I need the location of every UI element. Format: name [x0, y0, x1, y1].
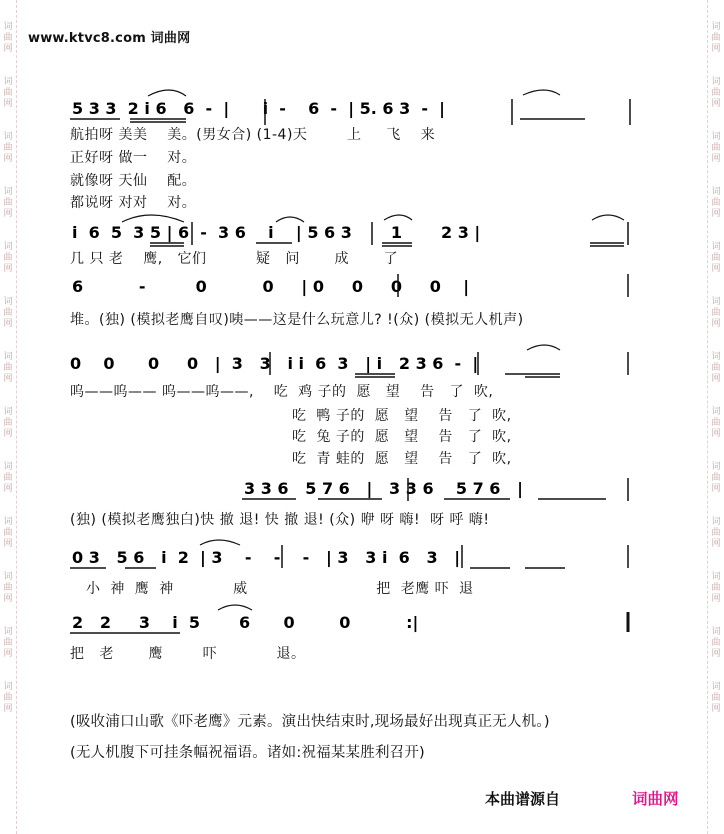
slur — [592, 215, 624, 220]
performance-note: (无人机腹下可挂条幅祝福语。诸如:祝福某某胜利召开) — [70, 745, 425, 761]
lyric-line: 把 老 鹰 吓 退。 — [70, 646, 306, 662]
slur — [276, 217, 304, 222]
source-label: 本曲谱源自 — [485, 790, 561, 808]
lyric-line: 航拍呀 美美 美。(男女合) (1-4)天 上 飞 来 — [70, 127, 436, 143]
music-line-1: 5 3 3 2 i 6 6 - | i - 6 - | 5. 6 3 - | — [72, 99, 445, 118]
site-url: www.ktvc8.com 词曲网 — [28, 31, 191, 46]
music-line-2: i 6 5 3 5 | 6 - 3 6 i | 5 6 3 1 2 3 | — [72, 223, 481, 242]
slur — [527, 345, 560, 350]
watermark-strip-left: 词 曲 网 词 曲 网 词 曲 网 词 曲 网 词 曲 网 词 曲 网 词 曲 网 词 曲 网 词 曲 网 词 曲 网 词 曲 网 词 曲 网 词 曲 网 — [0, 0, 17, 834]
lyric-line: 呜——呜—— 呜——呜——, 吃 鸡 子的 愿 望 告 了 吹, — [70, 384, 494, 400]
music-line-4: 0 0 0 0 | 3 3 i i 6 3 | i 2 3 6 - | — [70, 354, 479, 373]
lyric-line: 堆。(独) (模拟老鹰自叹)咦——这是什么玩意儿? !(众) (模拟无人机声) — [70, 312, 524, 328]
site-logo[interactable]: 词曲网 — [632, 790, 679, 808]
lyric-line: 吃 鸭 子的 愿 望 告 了 吹, — [292, 408, 512, 424]
music-line-3: 6 - 0 0 | 0 0 0 0 | — [72, 277, 470, 296]
lyric-line: 就像呀 天仙 配。 — [70, 173, 197, 189]
slur — [148, 90, 186, 96]
slur — [523, 90, 560, 95]
performance-note: (吸收浦口山歌《吓老鹰》元素。演出快结束时,现场最好出现真正无人机。) — [70, 714, 550, 730]
lyric-line: 吃 青 蛙的 愿 望 告 了 吹, — [292, 451, 512, 467]
watermark-strip-right: 词 曲 网 词 曲 网 词 曲 网 词 曲 网 词 曲 网 词 曲 网 词 曲 网 词 曲 网 词 曲 网 词 曲 网 词 曲 网 词 曲 网 词 曲 网 — [707, 0, 724, 834]
music-line-6: 0 3 5 6 i 2 | 3 - - - | 3 3 i 6 3 | — [72, 548, 461, 567]
lyric-line: 几 只 老 鹰, 它们 疑 问 成 了 — [70, 251, 399, 267]
slur — [384, 215, 412, 220]
slur — [218, 605, 252, 610]
lyric-line: (独) (模拟老鹰独白)快 撤 退! 快 撤 退! (众) 咿 呀 嗨! 呀 呼 嗨! — [70, 512, 490, 528]
lyric-line: 都说呀 对对 对。 — [70, 195, 197, 211]
slur — [200, 540, 240, 545]
lyric-line: 小 神 鹰 神 威 把 老鹰 吓 退 — [86, 581, 474, 597]
music-line-5: 3 3 6 5 7 6 | 3 3 6 5 7 6 | — [244, 479, 523, 498]
lyric-line: 吃 兔 子的 愿 望 告 了 吹, — [292, 429, 512, 445]
lyric-line: 正好呀 做一 对。 — [70, 150, 197, 166]
slur — [122, 215, 184, 222]
music-line-7: 2 2 3 i 5 6 0 0 :| — [72, 613, 419, 632]
